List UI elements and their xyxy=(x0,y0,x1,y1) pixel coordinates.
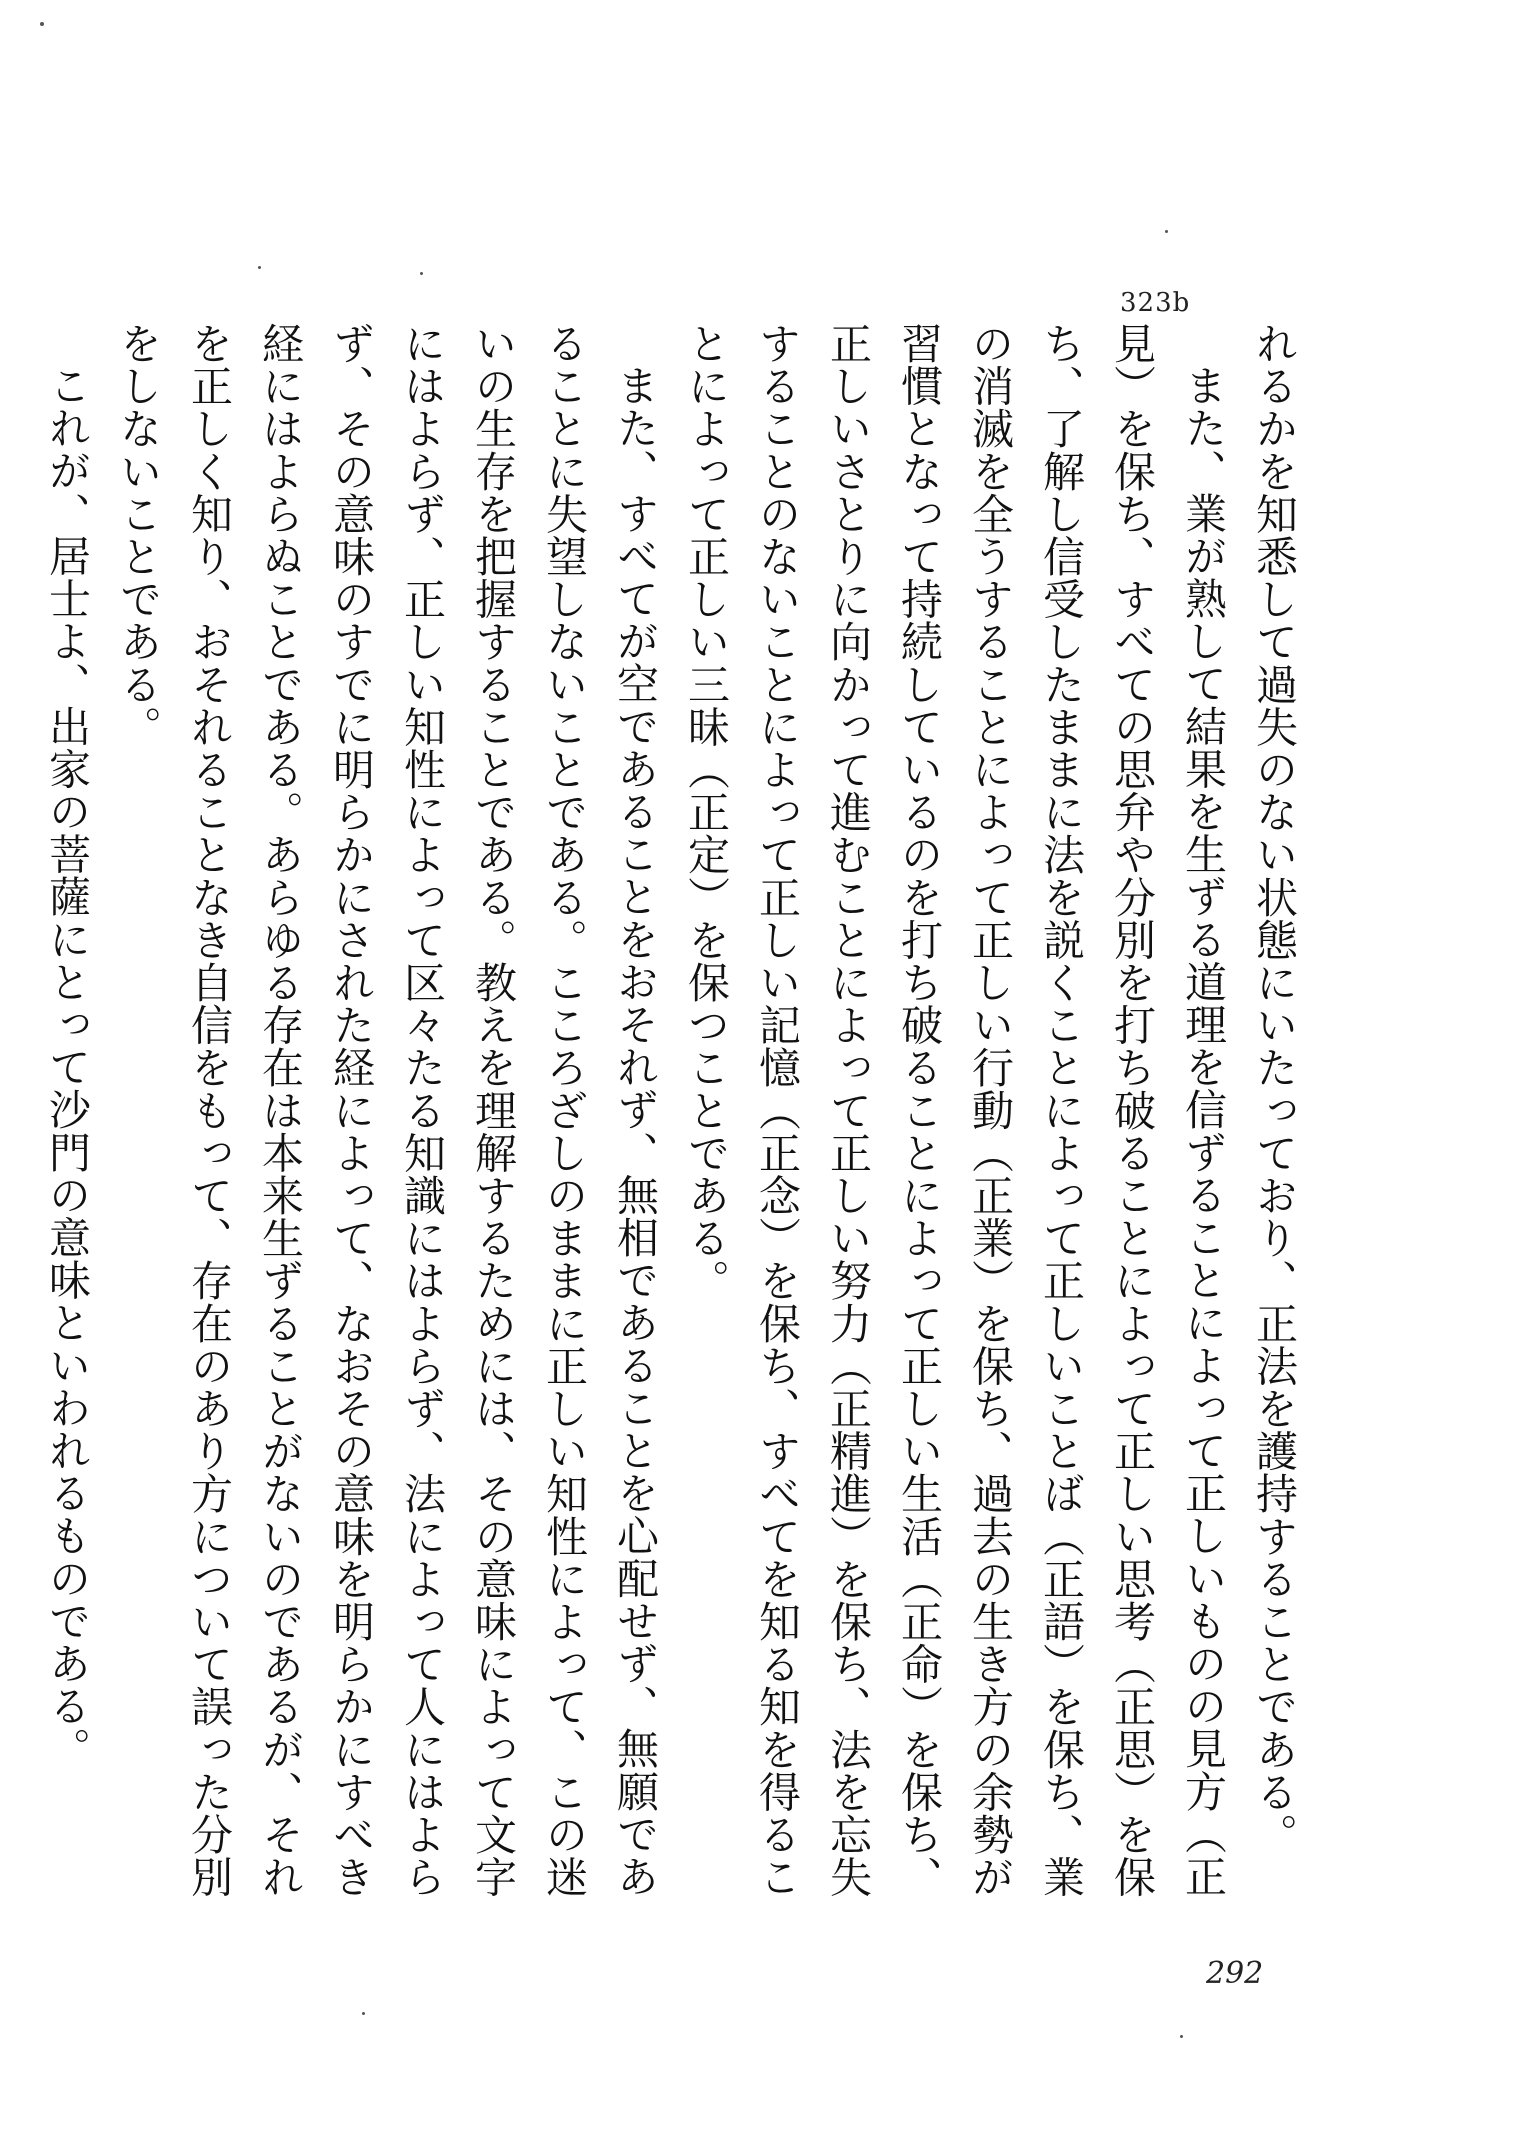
reference-marker: 323b xyxy=(1120,288,1191,318)
scan-speck xyxy=(1165,230,1168,233)
scan-speck xyxy=(420,272,423,275)
paragraph-1: れるかを知悉して過失のない状態にいたっており、正法を護持することである。 xyxy=(1250,322,1299,1856)
scan-speck xyxy=(362,2012,365,2015)
paragraph-4: これが、居士よ、出家の菩薩にとって沙門の意味といわれるものである。 xyxy=(43,364,92,1770)
paragraph-2: また、業が熟して結果を生ずる道理を信ずることによって正しいものの見方（正見）を保ち、すべての思弁や分別を打ち破ることによって正しい思考（正思）を保ち、了解し信受したままに法を説くことによって正しいことば（正語）を保ち、業の消滅を全うすることによって正しい行動（正業）を保ち、過去の生き方の余勢が習慣となって持続しているのを打ち破ることによって正しい生活（正命）を保ち、正しいさとりに向かって進むことによって正しい努力（正精進）を保ち、法を忘失することのないことによって正しい記憶（正念）を保ち、すべてを知る知を得ることによって正しい三昧（正定）を保つことである。 xyxy=(682,322,1228,1899)
page-number: 292 xyxy=(1206,1956,1264,1991)
scan-speck xyxy=(258,266,261,269)
scan-speck xyxy=(40,22,44,26)
paragraph-3: また、すべてが空であることをおそれず、無相であることを心配せず、無願であることに失望しないことである。こころざしのままに正しい知性によって、この迷いの生存を把握することである。教えを理解するためには、その意味によって文字にはよらず、正しい知性によって区々たる知識にはよらず、法によって人にはよらず、その意味のすでに明らかにされた経によって、なおその意味を明らかにすべき経にはよらぬことである。あらゆる存在は本来生ずることがないのであるが、それを正しく知り、おそれることなき自信をもって、存在のあり方について誤った分別をしないことである。 xyxy=(114,322,660,1899)
scan-speck xyxy=(1180,2035,1183,2038)
body-text xyxy=(43,322,1310,1922)
